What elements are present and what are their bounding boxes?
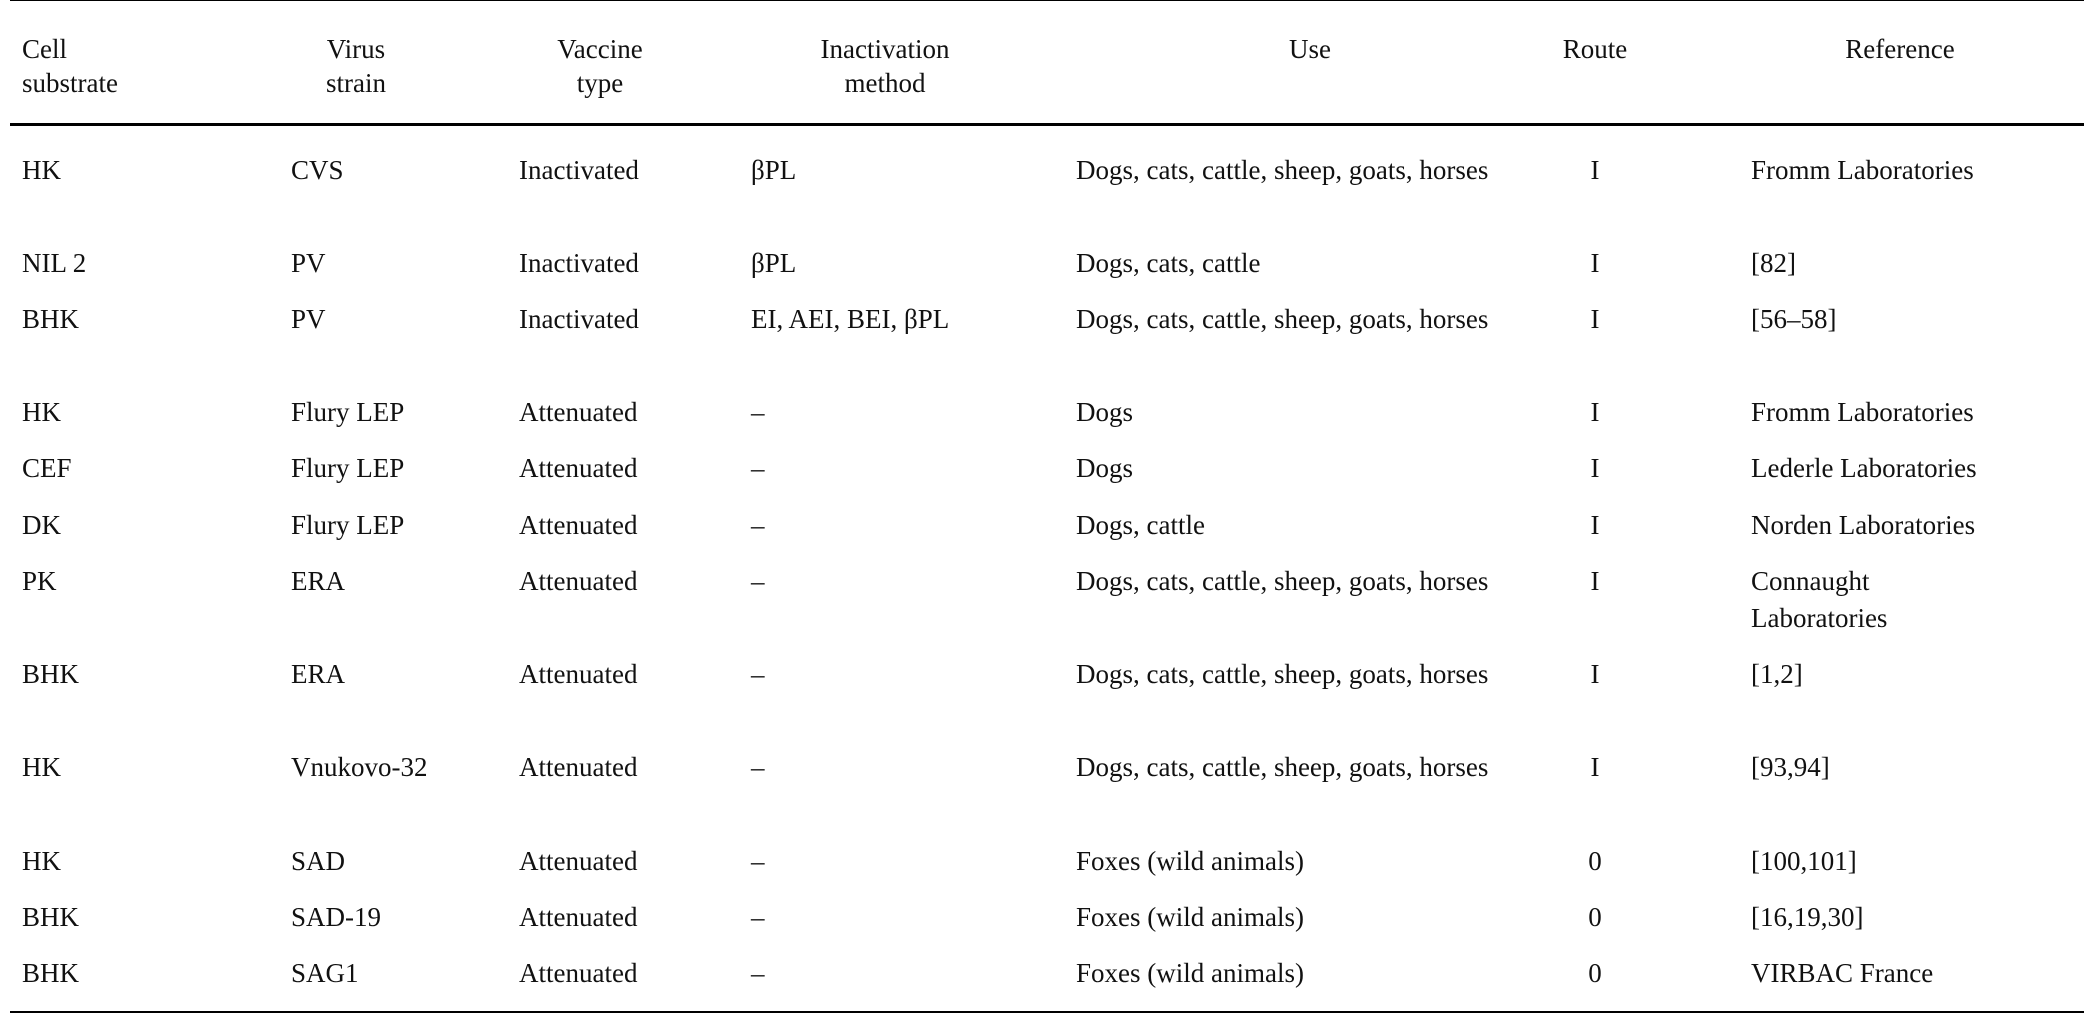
header-line: Inactivation bbox=[820, 34, 950, 64]
cell-use: Dogs, cats, cattle, sheep, goats, horses bbox=[1076, 659, 1489, 689]
cell-use: Dogs, cats, cattle, sheep, goats, horses bbox=[1076, 752, 1489, 782]
cell-vaccine-type: Inactivated bbox=[519, 304, 639, 334]
cell-inactivation-method: – bbox=[751, 902, 765, 932]
cell-inactivation-method: – bbox=[751, 453, 765, 483]
cell-virus-strain: SAD bbox=[291, 846, 346, 876]
cell-use: Foxes (wild animals) bbox=[1076, 846, 1304, 876]
cell-substrate: BHK bbox=[22, 304, 80, 334]
cell-reference: [16,19,30] bbox=[1751, 902, 1864, 932]
cell-inactivation-method: – bbox=[751, 958, 765, 988]
cell-inactivation-method: – bbox=[751, 752, 765, 782]
cell-use: Dogs, cats, cattle, sheep, goats, horses bbox=[1076, 566, 1489, 596]
header-line: Virus bbox=[326, 34, 386, 64]
cell-reference: Norden Laboratories bbox=[1751, 510, 1976, 540]
cell-virus-strain: Flury LEP bbox=[291, 453, 405, 483]
cell-virus-strain: PV bbox=[291, 304, 326, 334]
cell-reference: [1,2] bbox=[1751, 659, 1803, 689]
cell-virus-strain: PV bbox=[291, 248, 326, 278]
cell-vaccine-type: Attenuated bbox=[519, 752, 638, 782]
cell-substrate: BHK bbox=[22, 902, 80, 932]
cell-reference: [82] bbox=[1751, 248, 1796, 278]
cell-virus-strain: CVS bbox=[291, 155, 344, 185]
cell-virus-strain: ERA bbox=[291, 659, 345, 689]
header-line: Route bbox=[1562, 34, 1628, 64]
cell-substrate: DK bbox=[22, 510, 61, 540]
cell-inactivation-method: – bbox=[751, 510, 765, 540]
table-bottom-rule bbox=[10, 1011, 2084, 1013]
cell-use: Foxes (wild animals) bbox=[1076, 902, 1304, 932]
cell-substrate: HK bbox=[22, 155, 61, 185]
header-line: type bbox=[576, 68, 624, 98]
cell-substrate: BHK bbox=[22, 659, 80, 689]
cell-use: Dogs, cats, cattle, sheep, goats, horses bbox=[1076, 304, 1489, 334]
cell-substrate: CEF bbox=[22, 453, 72, 483]
cell-inactivation-method: βPL bbox=[751, 155, 797, 185]
cell-use: Dogs, cats, cattle, sheep, goats, horses bbox=[1076, 155, 1489, 185]
table-top-rule bbox=[10, 0, 2084, 1]
cell-vaccine-type: Attenuated bbox=[519, 846, 638, 876]
header-virus-strain bbox=[296, 32, 416, 100]
cell-use: Dogs bbox=[1076, 397, 1134, 427]
cell-virus-strain: SAG1 bbox=[291, 958, 359, 988]
header-rule bbox=[10, 123, 2084, 126]
cell-inactivation-method: – bbox=[751, 397, 765, 427]
cell-use: Dogs, cats, cattle bbox=[1076, 248, 1261, 278]
cell-route: I bbox=[1590, 510, 1600, 540]
cell-substrate: HK bbox=[22, 846, 61, 876]
cell-route: I bbox=[1590, 453, 1600, 483]
header-line: method bbox=[844, 68, 926, 98]
cell-route: 0 bbox=[1588, 902, 1602, 932]
cell-use: Dogs bbox=[1076, 453, 1134, 483]
cell-route: I bbox=[1590, 248, 1600, 278]
cell-route: 0 bbox=[1588, 958, 1602, 988]
header-line: Reference bbox=[1845, 34, 1955, 64]
cell-virus-strain: Flury LEP bbox=[291, 397, 405, 427]
cell-inactivation-method: – bbox=[751, 566, 765, 596]
cell-reference: VIRBAC France bbox=[1751, 958, 1934, 988]
cell-inactivation-method: – bbox=[751, 659, 765, 689]
cell-substrate: HK bbox=[22, 397, 61, 427]
header-inactivation-method bbox=[785, 32, 985, 100]
cell-reference: [56–58] bbox=[1751, 304, 1837, 334]
cell-reference: [93,94] bbox=[1751, 752, 1830, 782]
cell-route: I bbox=[1590, 304, 1600, 334]
header-line: Use bbox=[1289, 34, 1331, 64]
cell-inactivation-method: EI, AEI, BEI, βPL bbox=[751, 304, 950, 334]
cell-reference: Fromm Laboratories bbox=[1751, 397, 1974, 427]
header-cell-substrate bbox=[22, 32, 118, 100]
header-reference bbox=[1820, 32, 1980, 66]
header-route bbox=[1545, 32, 1645, 66]
header-line: substrate bbox=[22, 68, 118, 98]
cell-use: Dogs, cattle bbox=[1076, 510, 1205, 540]
cell-substrate: HK bbox=[22, 752, 61, 782]
header-line: Cell bbox=[22, 34, 67, 64]
cell-reference: Lederle Laboratories bbox=[1751, 453, 1977, 483]
cell-reference: Fromm Laboratories bbox=[1751, 155, 1974, 185]
cell-use: Foxes (wild animals) bbox=[1076, 958, 1304, 988]
cell-reference: Connaught Laboratories bbox=[1751, 566, 1888, 633]
cell-virus-strain: SAD-19 bbox=[291, 902, 382, 932]
cell-vaccine-type: Inactivated bbox=[519, 248, 639, 278]
cell-vaccine-type: Inactivated bbox=[519, 155, 639, 185]
header-use bbox=[1250, 32, 1370, 66]
header-vaccine-type bbox=[530, 32, 670, 100]
cell-vaccine-type: Attenuated bbox=[519, 659, 638, 689]
cell-reference: [100,101] bbox=[1751, 846, 1857, 876]
cell-vaccine-type: Attenuated bbox=[519, 958, 638, 988]
cell-route: I bbox=[1590, 155, 1600, 185]
cell-route: 0 bbox=[1588, 846, 1602, 876]
cell-vaccine-type: Attenuated bbox=[519, 566, 638, 596]
cell-route: I bbox=[1590, 566, 1600, 596]
cell-vaccine-type: Attenuated bbox=[519, 902, 638, 932]
header-line: Vaccine bbox=[557, 34, 643, 64]
cell-inactivation-method: βPL bbox=[751, 248, 797, 278]
cell-route: I bbox=[1590, 397, 1600, 427]
vaccine-table bbox=[10, 0, 2084, 1014]
header-line: strain bbox=[326, 68, 386, 98]
cell-virus-strain: Vnukovo-32 bbox=[291, 752, 428, 782]
cell-substrate: BHK bbox=[22, 958, 80, 988]
cell-vaccine-type: Attenuated bbox=[519, 453, 638, 483]
cell-virus-strain: Flury LEP bbox=[291, 510, 405, 540]
cell-substrate: NIL 2 bbox=[22, 248, 87, 278]
cell-inactivation-method: – bbox=[751, 846, 765, 876]
cell-virus-strain: ERA bbox=[291, 566, 345, 596]
cell-route: I bbox=[1590, 659, 1600, 689]
cell-vaccine-type: Attenuated bbox=[519, 397, 638, 427]
cell-route: I bbox=[1590, 752, 1600, 782]
cell-substrate: PK bbox=[22, 566, 57, 596]
cell-vaccine-type: Attenuated bbox=[519, 510, 638, 540]
